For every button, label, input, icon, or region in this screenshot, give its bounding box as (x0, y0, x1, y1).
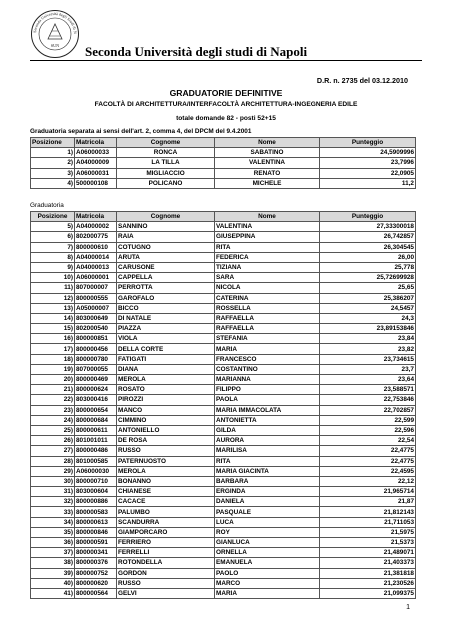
separate-ranking-table (30, 137, 416, 189)
matricola-cell: 800000851 (75, 334, 117, 344)
table-row (31, 222, 416, 232)
surname-cell: GORDON (117, 568, 215, 578)
name-cell: MARIA IMMACOLATA (215, 405, 320, 415)
matricola-cell: 800000846 (75, 527, 117, 537)
name-cell: MARIANNA (215, 375, 320, 385)
score-cell: 23,588571 (320, 385, 416, 395)
matricola-cell: 800000624 (75, 385, 117, 395)
table-row (31, 273, 416, 283)
score-cell: 21,5975 (320, 527, 416, 537)
column-header: Nome (215, 212, 320, 222)
surname-cell: DIANA (117, 364, 215, 374)
surname-cell: DELLA CORTE (117, 344, 215, 354)
score-cell: 26,304545 (320, 242, 416, 252)
position-cell: 25) (31, 425, 75, 435)
table-row (31, 262, 416, 272)
matricola-cell: 802000775 (75, 232, 117, 242)
position-cell: 5) (31, 222, 75, 232)
name-cell: GILDA (215, 425, 320, 435)
score-cell: 23,734615 (320, 354, 416, 364)
surname-cell: ARUTA (117, 252, 215, 262)
matricola-cell: A05000007 (75, 303, 117, 313)
matricola-cell: 800000654 (75, 405, 117, 415)
name-cell: ERGINDA (215, 487, 320, 497)
matricola-cell: A04000014 (75, 252, 117, 262)
score-cell: 22,12 (320, 476, 416, 486)
score-cell: 24,5457 (320, 303, 416, 313)
position-cell: 28) (31, 456, 75, 466)
position-cell: 33) (31, 507, 75, 517)
name-cell: ANTONIETTA (215, 415, 320, 425)
position-cell: 14) (31, 313, 75, 323)
column-header: Punteggio (320, 138, 416, 148)
matricola-cell: 800000564 (75, 588, 117, 598)
matricola-cell: 800000591 (75, 538, 117, 548)
name-cell: ROY (215, 527, 320, 537)
table-row (31, 252, 416, 262)
score-cell: 21,812143 (320, 507, 416, 517)
column-header: Matricola (75, 138, 117, 148)
table-row (31, 178, 416, 188)
matricola-cell: 800000780 (75, 354, 117, 364)
column-header: Posizione (31, 212, 75, 222)
table-row (31, 415, 416, 425)
table-row (31, 487, 416, 497)
position-cell: 23) (31, 405, 75, 415)
surname-cell: CACACE (117, 497, 215, 507)
surname-cell: COTUGNO (117, 242, 215, 252)
name-cell: RAFFAELLA (215, 313, 320, 323)
surname-cell: GIAMPORCARO (117, 527, 215, 537)
score-cell: 23,89153846 (320, 324, 416, 334)
university-seal-logo (30, 9, 80, 59)
name-cell: DANIELA (215, 497, 320, 507)
position-cell: 41) (31, 588, 75, 598)
position-cell: 3) (31, 168, 75, 178)
position-cell: 18) (31, 354, 75, 364)
table-row (31, 466, 416, 476)
score-cell: 27,33300018 (320, 222, 416, 232)
position-cell: 39) (31, 568, 75, 578)
score-cell: 25,65 (320, 283, 416, 293)
position-cell: 20) (31, 375, 75, 385)
name-cell: SABATINO (215, 148, 320, 158)
position-cell: 13) (31, 303, 75, 313)
table-row (31, 517, 416, 527)
name-cell: ROSSELLA (215, 303, 320, 313)
name-cell: RITA (215, 242, 320, 252)
name-cell: RENATO (215, 168, 320, 178)
matricola-cell: 803000604 (75, 487, 117, 497)
surname-cell: MEROLA (117, 466, 215, 476)
svg-text:Seconda Università degli Studi: Seconda Università degli Studi di N (32, 10, 79, 34)
surname-cell: RUSSO (117, 578, 215, 588)
score-cell: 11,2 (320, 178, 416, 188)
surname-cell: CARUSONE (117, 262, 215, 272)
surname-cell: PERROTTA (117, 283, 215, 293)
matricola-cell: 500000108 (75, 178, 117, 188)
table-row (31, 168, 416, 178)
table-row (31, 578, 416, 588)
position-cell: 15) (31, 324, 75, 334)
surname-cell: GELVI (117, 588, 215, 598)
table-row (31, 588, 416, 598)
position-cell: 16) (31, 334, 75, 344)
position-cell: 11) (31, 283, 75, 293)
matricola-cell: 800000555 (75, 293, 117, 303)
column-header: Cognome (117, 212, 215, 222)
position-cell: 17) (31, 344, 75, 354)
surname-cell: VIOLA (117, 334, 215, 344)
name-cell: LUCA (215, 517, 320, 527)
matricola-cell: 800000613 (75, 517, 117, 527)
separate-ranking-caption: Graduatoria separata ai sensi dell'art. 2, comma 4, del DPCM del 9.4.2001 (30, 128, 252, 135)
faculty-heading: FACOLTÀ DI ARCHITETTURA/INTERFACOLTÀ ARCHITETTURA-INGEGNERIA EDILE (94, 101, 358, 108)
score-cell: 22,702857 (320, 405, 416, 415)
surname-cell: PIAZZA (117, 324, 215, 334)
matricola-cell: 800000469 (75, 375, 117, 385)
score-cell: 23,64 (320, 375, 416, 385)
score-cell: 23,7 (320, 364, 416, 374)
matricola-cell: 800000376 (75, 558, 117, 568)
score-cell: 22,596 (320, 425, 416, 435)
score-cell: 25,778 (320, 262, 416, 272)
position-cell: 40) (31, 578, 75, 588)
table-row (31, 568, 416, 578)
document-title: GRADUATORIE DEFINITIVE (169, 88, 283, 98)
surname-cell: MEROLA (117, 375, 215, 385)
matricola-cell: 801001011 (75, 436, 117, 446)
table-row (31, 375, 416, 385)
name-cell: SARA (215, 273, 320, 283)
name-cell: COSTANTINO (215, 364, 320, 374)
name-cell: AURORA (215, 436, 320, 446)
surname-cell: PATERNUOSTO (117, 456, 215, 466)
matricola-cell: A04000002 (75, 222, 117, 232)
main-ranking-caption: Graduatoria (30, 202, 64, 209)
position-cell: 9) (31, 262, 75, 272)
surname-cell: DI NATALE (117, 313, 215, 323)
score-cell: 23,84 (320, 334, 416, 344)
column-header: Nome (215, 138, 320, 148)
surname-cell: ROSATO (117, 385, 215, 395)
table-row (31, 324, 416, 334)
matricola-cell: 807000007 (75, 283, 117, 293)
name-cell: GIANLUCA (215, 538, 320, 548)
score-cell: 21,87 (320, 497, 416, 507)
surname-cell: GAROFALO (117, 293, 215, 303)
name-cell: FRANCESCO (215, 354, 320, 364)
position-cell: 24) (31, 415, 75, 425)
surname-cell: PALUMBO (117, 507, 215, 517)
table-row (31, 293, 416, 303)
matricola-cell: 800000620 (75, 578, 117, 588)
surname-cell: PIROZZI (117, 395, 215, 405)
matricola-cell: 803000649 (75, 313, 117, 323)
position-cell: 37) (31, 548, 75, 558)
table-row (31, 436, 416, 446)
matricola-cell: 800000684 (75, 415, 117, 425)
table-row (31, 476, 416, 486)
matricola-cell: 800000886 (75, 497, 117, 507)
name-cell: EMANUELA (215, 558, 320, 568)
name-cell: MARIA (215, 588, 320, 598)
position-cell: 21) (31, 385, 75, 395)
matricola-cell: 800000611 (75, 425, 117, 435)
position-cell: 38) (31, 558, 75, 568)
table-row (31, 446, 416, 456)
table-row (31, 497, 416, 507)
position-cell: 10) (31, 273, 75, 283)
name-cell: VALENTINA (215, 222, 320, 232)
matricola-cell: 800000486 (75, 446, 117, 456)
name-cell: GIUSEPPINA (215, 232, 320, 242)
score-cell: 21,711053 (320, 517, 416, 527)
surname-cell: RUSSO (117, 446, 215, 456)
page-number: 1 (406, 604, 410, 611)
matricola-cell: 800000583 (75, 507, 117, 517)
university-name: Seconda Università degli studi di Napoli (85, 44, 308, 59)
position-cell: 26) (31, 436, 75, 446)
position-cell: 12) (31, 293, 75, 303)
surname-cell: FERRIERO (117, 538, 215, 548)
score-cell: 26,742857 (320, 232, 416, 242)
name-cell: MARIA GIACINTA (215, 466, 320, 476)
surname-cell: RAIA (117, 232, 215, 242)
matricola-cell: 800000341 (75, 548, 117, 558)
matricola-cell: A06000033 (75, 148, 117, 158)
matricola-cell: 802000540 (75, 324, 117, 334)
table-row (31, 395, 416, 405)
score-cell: 26,00 (320, 252, 416, 262)
position-cell: 32) (31, 497, 75, 507)
column-header: Punteggio (320, 212, 416, 222)
surname-cell: SANNINO (117, 222, 215, 232)
table-row (31, 232, 416, 242)
name-cell: MICHELE (215, 178, 320, 188)
table-row (31, 364, 416, 374)
table-row (31, 354, 416, 364)
table-row (31, 507, 416, 517)
surname-cell: MIGLIACCIO (117, 168, 215, 178)
name-cell: STEFANIA (215, 334, 320, 344)
matricola-cell: 800000456 (75, 344, 117, 354)
table-row (31, 344, 416, 354)
score-cell: 25,72699928 (320, 273, 416, 283)
surname-cell: POLICANO (117, 178, 215, 188)
surname-cell: RONCA (117, 148, 215, 158)
surname-cell: SCANDURRA (117, 517, 215, 527)
name-cell: MARCO (215, 578, 320, 588)
name-cell: VALENTINA (215, 158, 320, 168)
position-cell: 2) (31, 158, 75, 168)
name-cell: RAFFAELLA (215, 324, 320, 334)
position-cell: 4) (31, 178, 75, 188)
table-row (31, 313, 416, 323)
position-cell: 1) (31, 148, 75, 158)
position-cell: 7) (31, 242, 75, 252)
surname-cell: ROTONDELLA (117, 558, 215, 568)
matricola-cell: 807000055 (75, 364, 117, 374)
table-row (31, 385, 416, 395)
score-cell: 21,099375 (320, 588, 416, 598)
position-cell: 30) (31, 476, 75, 486)
table-row (31, 283, 416, 293)
table-row (31, 527, 416, 537)
surname-cell: MANCO (117, 405, 215, 415)
matricola-cell: A04000013 (75, 262, 117, 272)
score-cell: 23,7996 (320, 158, 416, 168)
surname-cell: FERRELLI (117, 548, 215, 558)
name-cell: FEDERICA (215, 252, 320, 262)
name-cell: MARIA (215, 344, 320, 354)
score-cell: 22,0905 (320, 168, 416, 178)
table-row (31, 158, 416, 168)
matricola-cell: A06000030 (75, 466, 117, 476)
column-header: Posizione (31, 138, 75, 148)
position-cell: 27) (31, 446, 75, 456)
score-cell: 22,54 (320, 436, 416, 446)
name-cell: RITA (215, 456, 320, 466)
name-cell: CATERINA (215, 293, 320, 303)
surname-cell: DE ROSA (117, 436, 215, 446)
header-divider (30, 60, 422, 61)
matricola-cell: 800000710 (75, 476, 117, 486)
surname-cell: CIMMINO (117, 415, 215, 425)
score-cell: 21,965714 (320, 487, 416, 497)
name-cell: MARILISA (215, 446, 320, 456)
position-cell: 8) (31, 252, 75, 262)
applications-summary: totale domande 82 - posti 52+15 (176, 115, 276, 122)
table-row (31, 405, 416, 415)
table-row (31, 558, 416, 568)
score-cell: 22,753846 (320, 395, 416, 405)
table-row (31, 538, 416, 548)
name-cell: TIZIANA (215, 262, 320, 272)
surname-cell: BICCO (117, 303, 215, 313)
table-row (31, 456, 416, 466)
score-cell: 21,403373 (320, 558, 416, 568)
matricola-cell: A06000031 (75, 168, 117, 178)
matricola-cell: A04000009 (75, 158, 117, 168)
position-cell: 6) (31, 232, 75, 242)
matricola-cell: 800000610 (75, 242, 117, 252)
score-cell: 23,82 (320, 344, 416, 354)
table-row (31, 242, 416, 252)
score-cell: 22,4775 (320, 456, 416, 466)
score-cell: 21,381818 (320, 568, 416, 578)
surname-cell: FATIGATI (117, 354, 215, 364)
matricola-cell: 801000585 (75, 456, 117, 466)
position-cell: 22) (31, 395, 75, 405)
position-cell: 19) (31, 364, 75, 374)
table-row (31, 425, 416, 435)
name-cell: PASQUALE (215, 507, 320, 517)
name-cell: PAOLO (215, 568, 320, 578)
score-cell: 24,3 (320, 313, 416, 323)
score-cell: 21,230526 (320, 578, 416, 588)
score-cell: 22,599 (320, 415, 416, 425)
surname-cell: BONANNO (117, 476, 215, 486)
score-cell: 22,4595 (320, 466, 416, 476)
table-row (31, 334, 416, 344)
position-cell: 35) (31, 527, 75, 537)
name-cell: NICOLA (215, 283, 320, 293)
surname-cell: CHIANESE (117, 487, 215, 497)
table-row (31, 148, 416, 158)
svg-text:SUN: SUN (50, 43, 60, 48)
score-cell: 21,5373 (320, 538, 416, 548)
position-cell: 36) (31, 538, 75, 548)
column-header: Matricola (75, 212, 117, 222)
table-row (31, 303, 416, 313)
score-cell: 24,5909996 (320, 148, 416, 158)
surname-cell: LA TILLA (117, 158, 215, 168)
matricola-cell: 800000752 (75, 568, 117, 578)
main-ranking-table (30, 211, 416, 599)
score-cell: 25,386207 (320, 293, 416, 303)
name-cell: ORNELLA (215, 548, 320, 558)
surname-cell: CAPPELLA (117, 273, 215, 283)
position-cell: 31) (31, 487, 75, 497)
position-cell: 34) (31, 517, 75, 527)
name-cell: FILIPPO (215, 385, 320, 395)
name-cell: BARBARA (215, 476, 320, 486)
name-cell: PAOLA (215, 395, 320, 405)
matricola-cell: A06000001 (75, 273, 117, 283)
position-cell: 29) (31, 466, 75, 476)
score-cell: 21,489071 (320, 548, 416, 558)
matricola-cell: 803000416 (75, 395, 117, 405)
surname-cell: ANTONIELLO (117, 425, 215, 435)
score-cell: 22,4775 (320, 446, 416, 456)
table-row (31, 548, 416, 558)
decree-reference: D.R. n. 2735 del 03.12.2010 (316, 76, 408, 85)
column-header: Cognome (117, 138, 215, 148)
